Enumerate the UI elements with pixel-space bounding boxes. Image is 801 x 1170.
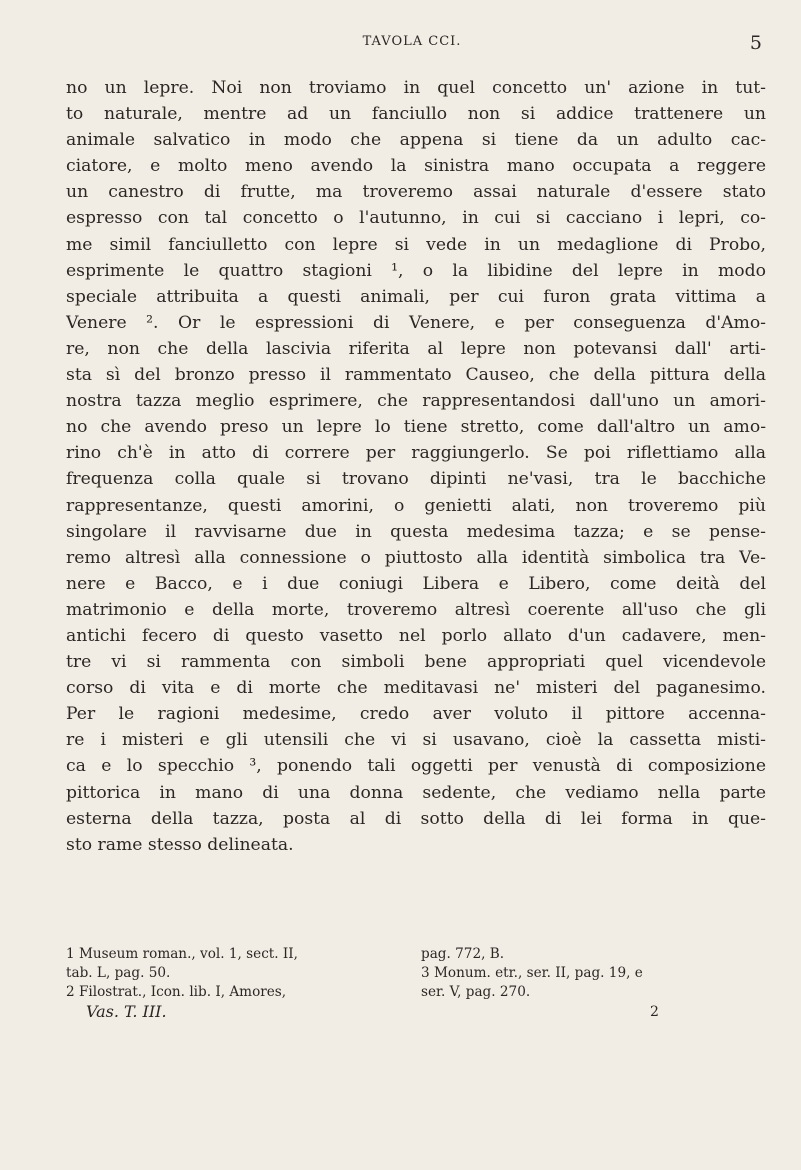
signature-label: Vas. T. III. — [86, 1002, 167, 1021]
footnote-line: pag. 772, B. — [421, 946, 505, 962]
text-line: re, non che della lascivia riferita al lepre non potevansi dall' arti- — [66, 338, 766, 359]
footnote-line: 3 Monum. etr., ser. II, pag. 19, e — [421, 965, 643, 981]
footnote-line: tab. L, pag. 50. — [66, 965, 171, 981]
text-line: ciatore, e molto meno avendo la sinistra mano occupata a reggere — [66, 156, 766, 177]
text-line: antichi fecero di questo vasetto nel porlo allato d'un cadavere, men- — [66, 625, 766, 646]
text-line: animale salvatico in modo che appena si tiene da un adulto cac- — [66, 130, 766, 151]
text-line: espresso con tal concetto o l'autunno, in cui si cacciano i lepri, co- — [66, 208, 766, 229]
text-line: ca e lo specchio ³, ponendo tali oggetti per venustà di composizione — [66, 756, 766, 777]
text-line: singolare il ravvisarne due in questa medesima tazza; e se pense- — [66, 521, 766, 542]
text-line: me simil fanciulletto con lepre si vede in un medaglione di Probo, — [66, 234, 766, 255]
footnote-line: 2 Filostrat., Icon. lib. I, Amores, — [66, 984, 287, 1000]
footnotes-left-column — [66, 945, 396, 1002]
text-line: re i misteri e gli utensili che vi si usavano, cioè la cassetta misti- — [66, 730, 766, 751]
text-line: Venere ². Or le espressioni di Venere, e per conseguenza d'Amo- — [66, 312, 766, 333]
text-line: esprimente le quattro stagioni ¹, o la libidine del lepre in modo — [66, 260, 766, 281]
footnote-line: 1 Museum roman., vol. 1, sect. II, — [66, 946, 298, 962]
signature-mark — [66, 1002, 766, 1026]
running-title: TAVOLA CCI. — [362, 34, 462, 49]
text-line: esterna della tazza, posta al di sotto della di lei forma in que- — [66, 808, 766, 829]
signature-number: 2 — [650, 1004, 659, 1020]
page-number: 5 — [749, 32, 762, 54]
text-line: Per le ragioni medesime, credo aver voluto il pittore accenna- — [66, 704, 766, 725]
text-line: corso di vita e di morte che meditavasi ne' misteri del paganesimo. — [66, 678, 766, 699]
text-line: nostra tazza meglio esprimere, che rappresentandosi dall'uno un amori- — [66, 391, 766, 412]
footnote-line: ser. V, pag. 270. — [421, 984, 531, 1000]
text-line: frequenza colla quale si trovano dipinti ne'vasi, tra le bacchiche — [66, 469, 766, 490]
text-line: no che avendo preso un lepre lo tiene stretto, come dall'altro un amo- — [66, 417, 766, 438]
text-line: remo altresì alla connessione o piuttosto alla identità simbolica tra Ve- — [66, 547, 766, 568]
text-line: no un lepre. Noi non troviamo in quel concetto un' azione in tut- — [66, 78, 766, 98]
text-line: pittorica in mano di una donna sedente, che vediamo nella parte — [66, 782, 766, 803]
text-line: speciale attribuita a questi animali, per cui furon grata vittima a — [66, 286, 766, 307]
text-line: sta sì del bronzo presso il rammentato Causeo, che della pittura della — [66, 365, 766, 386]
text-line: rino ch'è in atto di correre per raggiungerlo. Se poi riflettiamo alla — [66, 443, 766, 464]
text-line: matrimonio e della morte, troveremo altresì coerente all'uso che gli — [66, 599, 766, 620]
body-text — [66, 75, 766, 858]
page-header — [62, 34, 762, 58]
text-line: to naturale, mentre ad un fanciullo non si addice trattenere un — [66, 104, 766, 125]
text-line: tre vi si rammenta con simboli bene appropriati quel vicendevole — [66, 652, 766, 673]
text-line: nere e Bacco, e i due coniugi Libera e Libero, come deità del — [66, 573, 766, 594]
text-line: un canestro di frutte, ma troveremo assai naturale d'essere stato — [66, 182, 766, 203]
footnotes-right-column — [421, 945, 751, 1002]
text-line: sto rame stesso delineata. — [66, 834, 294, 855]
text-line: rappresentanze, questi amorini, o genietti alati, non troveremo più — [66, 495, 766, 516]
